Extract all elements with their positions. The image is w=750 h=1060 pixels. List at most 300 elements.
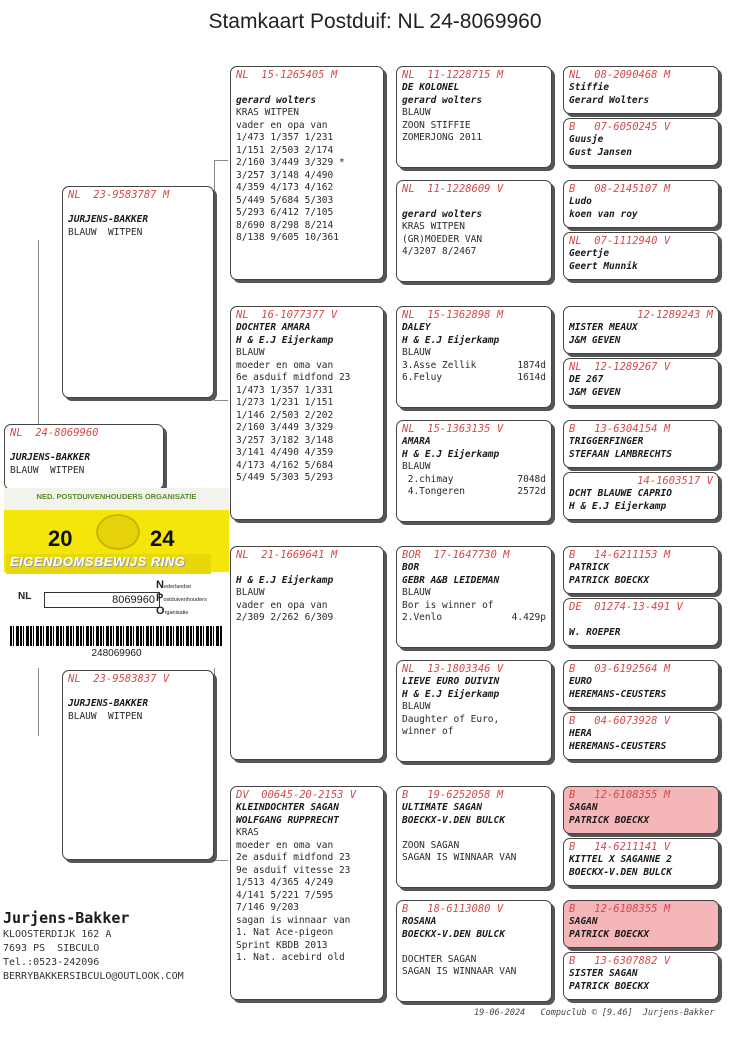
- pigeon-line-text: 7/146 9/203: [236, 902, 299, 913]
- pigeon-line: [569, 614, 713, 627]
- pigeon-line-text: H & E.J Eijerkamp: [402, 334, 500, 346]
- pigeon-line-text: KRAS WITPEN: [236, 107, 299, 118]
- pigeon-line: [569, 449, 713, 462]
- pigeon-line: JURJENS-BAKKER: [68, 214, 149, 225]
- owner-phone: Tel.:0523-242096: [3, 957, 100, 968]
- pigeon-line-text: J&M GEVEN: [569, 334, 621, 346]
- pigeon-line-text: KITTEL X SAGANNE 2: [569, 854, 672, 865]
- pigeon-line: [402, 221, 546, 234]
- pigeon-line-text: PATRICK BOECKX: [569, 814, 650, 826]
- pigeon-line-text: 1/273 1/231 1/151: [236, 397, 334, 408]
- pigeon-line: [236, 600, 378, 613]
- pigeon-line: [402, 486, 546, 499]
- pigeon-line: [236, 575, 378, 588]
- pigeon-line-text: gerard wolters: [402, 94, 483, 106]
- pigeon-line: [236, 562, 378, 575]
- race-points: 2572d: [517, 486, 546, 497]
- sticker-npo-line: ostduivenhouders: [163, 597, 207, 603]
- pigeon-card-ggg6[interactable]: [563, 358, 719, 406]
- pigeon-line: JURJENS-BAKKER: [68, 698, 149, 709]
- pigeon-line: [569, 575, 713, 588]
- owner-block: [3, 908, 233, 984]
- pigeon-line: [402, 461, 546, 474]
- footer-text: 19-06-2024 Compuclub © [9.46] Jurjens-Bakker: [474, 1008, 715, 1018]
- pigeon-line-text: ZOON SAGAN: [402, 839, 460, 851]
- pigeon-card-ggg13[interactable]: [563, 786, 719, 834]
- pigeon-line: [569, 147, 713, 160]
- pigeon-line-text: 3/257 3/182 3/148: [236, 434, 334, 446]
- pigeon-line: [569, 501, 713, 514]
- pigeon-line: [569, 488, 713, 501]
- pigeon-line-text: BOR: [402, 562, 420, 573]
- pigeon-line: [569, 676, 713, 689]
- pigeon-line: [236, 447, 378, 460]
- pigeon-line: [402, 95, 546, 108]
- pigeon-line: [236, 952, 378, 965]
- pigeon-line-text: GEBR A&B LEIDEMAN: [402, 574, 500, 586]
- pigeon-line: [236, 82, 378, 95]
- npo-logo-icon: [96, 514, 140, 550]
- pigeon-line-text: 1/151 2/503 2/174: [236, 144, 334, 156]
- pigeon-line: [236, 132, 378, 145]
- pigeon-line-text: gerard wolters: [402, 208, 483, 220]
- pigeon-line: [236, 360, 378, 373]
- sticker-npo-line: ederlandse: [163, 584, 192, 590]
- pigeon-card-ggg12[interactable]: [563, 712, 719, 760]
- ring-number: B 07-6050245 V: [569, 121, 671, 133]
- pigeon-card-ggg4[interactable]: [563, 232, 719, 280]
- ring-number: NL 15-1363135 V: [402, 423, 504, 435]
- pigeon-line-text: PATRICK: [569, 562, 610, 573]
- pigeon-line-text: 5/449 5/303 5/293: [236, 472, 334, 483]
- connector-line: [38, 240, 39, 424]
- pigeon-card-father[interactable]: [62, 186, 214, 398]
- pigeon-line: [402, 852, 546, 865]
- pigeon-line: [402, 612, 546, 625]
- pigeon-line-text: BLAUW: [402, 587, 431, 598]
- pigeon-card-gg2[interactable]: [396, 180, 552, 282]
- pigeon-line: [236, 195, 378, 208]
- pigeon-line: [236, 232, 378, 245]
- pigeon-line: [236, 422, 378, 435]
- connector-line: [214, 860, 228, 861]
- ring-number: NL 16-1077377 V: [236, 309, 338, 321]
- pigeon-line-text: vader en opa van: [236, 119, 328, 131]
- pigeon-line: [402, 676, 546, 689]
- pigeon-line: [569, 248, 713, 261]
- ring-number: B 18-6113080 V: [402, 903, 504, 915]
- pigeon-line-text: koen van roy: [569, 208, 638, 220]
- race-points: 7048d: [517, 473, 546, 485]
- pigeon-line-text: KLEINDOCHTER SAGAN: [236, 802, 339, 813]
- pigeon-line: [236, 372, 378, 385]
- pigeon-line-text: Gerard Wolters: [569, 94, 650, 106]
- pigeon-line: [236, 852, 378, 865]
- pigeon-line-text: Guusje: [569, 134, 604, 145]
- pigeon-line: [569, 261, 713, 274]
- ring-number: NL 15-1265405 M: [236, 69, 338, 81]
- pigeon-line: [402, 474, 546, 487]
- pigeon-card-ggg16[interactable]: [563, 952, 719, 1000]
- sticker-npo-text: Nederlandse Postduivenhouders Organisatie: [156, 579, 207, 617]
- pigeon-line: [236, 840, 378, 853]
- ring-number: NL 12-1289267 V: [569, 361, 671, 373]
- pigeon-line: [236, 815, 378, 828]
- pigeon-line: [569, 728, 713, 741]
- pigeon-line: [236, 460, 378, 473]
- ring-number: B 13-6307882 V: [569, 955, 671, 967]
- pigeon-line-text: W. ROEPER: [569, 626, 621, 638]
- pigeon-line-text: sagan is winnaar van: [236, 914, 351, 926]
- pigeon-line: [402, 82, 546, 95]
- sticker-year-left: 20: [48, 526, 73, 551]
- pigeon-line: [402, 966, 546, 979]
- pigeon-line-text: 5/449 5/684 5/303: [236, 194, 334, 206]
- pigeon-line-text: 2/160 3/449 3/329: [236, 422, 334, 433]
- pigeon-line-text: ZOMERJONG 2011: [402, 132, 483, 143]
- pigeon-line-text: vader en opa van: [236, 599, 328, 611]
- pigeon-line-text: BLAUW: [402, 107, 431, 118]
- pigeon-card-gg3[interactable]: [396, 306, 552, 408]
- pigeon-line: [236, 182, 378, 195]
- pigeon-line-text: 4/3207 8/2467: [402, 246, 477, 257]
- pigeon-line-text: 9e asduif vitesse 23: [236, 864, 351, 876]
- pigeon-line-text: PATRICK BOECKX: [569, 928, 650, 940]
- pigeon-line: [236, 207, 378, 220]
- sticker-label: EIGENDOMSBEWIJS RING: [6, 554, 211, 574]
- pigeon-line: [236, 587, 378, 600]
- pigeon-line-text: BLAUW: [236, 347, 265, 358]
- pigeon-line: [402, 840, 546, 853]
- pigeon-card-ggg11[interactable]: [563, 660, 719, 708]
- pigeon-line: [569, 867, 713, 880]
- pigeon-line: [236, 397, 378, 410]
- pigeon-line: [236, 802, 378, 815]
- pigeon-line: [569, 374, 713, 387]
- pigeon-line: [569, 929, 713, 942]
- pigeon-line: [569, 82, 713, 95]
- pigeon-line-text: DALEY: [402, 322, 431, 333]
- pigeon-card-gg1[interactable]: [396, 66, 552, 168]
- race-points: 1874d: [517, 359, 546, 371]
- pigeon-line: [236, 385, 378, 398]
- pigeon-line: [402, 827, 546, 840]
- sticker-year-right: 24: [150, 526, 175, 551]
- ring-number: B 03-6192564 M: [569, 663, 671, 675]
- pigeon-line-text: 2.Venlo: [402, 612, 443, 623]
- pigeon-line-text: H & E.J Eijerkamp: [236, 334, 334, 346]
- pigeon-line: JURJENS-BAKKER: [10, 452, 91, 463]
- pigeon-line: [569, 209, 713, 222]
- pigeon-line-text: 1/473 1/357 1/231: [236, 132, 334, 143]
- pigeon-line: BLAUW WITPEN: [68, 710, 143, 722]
- pigeon-card-gg5[interactable]: [396, 546, 552, 648]
- pigeon-line: [236, 902, 378, 915]
- pigeon-line: [569, 981, 713, 994]
- pigeon-line: [236, 827, 378, 840]
- pigeon-line: [236, 915, 378, 928]
- pigeon-line-text: BOECKX-V.DEN BULCK: [402, 814, 505, 826]
- pigeon-line-text: HERA: [569, 728, 592, 739]
- pigeon-line: [402, 689, 546, 702]
- pigeon-line-text: 4/141 5/221 7/595: [236, 889, 334, 901]
- pigeon-line: [402, 726, 546, 739]
- pigeon-line: [402, 562, 546, 575]
- pigeon-line-text: J&M GEVEN: [569, 386, 621, 398]
- pigeon-card-ggg9[interactable]: [563, 546, 719, 594]
- pigeon-line-text: AMARA: [402, 436, 431, 447]
- pigeon-line: [402, 600, 546, 613]
- ring-number: B 12-6108355 M: [569, 789, 671, 801]
- ring-number: NL 23-9583837 V: [68, 673, 170, 685]
- pigeon-card-ggg14[interactable]: [563, 838, 719, 886]
- sticker-country: NL: [18, 591, 32, 602]
- ring-number: NL 15-1362898 M: [402, 309, 504, 321]
- ring-number: NL 07-1112940 V: [569, 235, 671, 247]
- ring-number: NL 08-2090468 M: [569, 69, 671, 81]
- pigeon-line-text: 3/257 3/148 4/490: [236, 169, 334, 181]
- pigeon-card-ggg2[interactable]: [563, 118, 719, 166]
- pigeon-line: [236, 335, 378, 348]
- ring-number: NL 13-1803346 V: [402, 663, 504, 675]
- pigeon-line-text: 5/293 6/412 7/105: [236, 207, 334, 218]
- pigeon-line-text: KRAS WITPEN: [402, 221, 465, 232]
- pigeon-line: [569, 802, 713, 815]
- pigeon-line: [236, 472, 378, 485]
- pigeon-card-gg4[interactable]: [396, 420, 552, 522]
- pigeon-card-gg8[interactable]: [396, 900, 552, 1002]
- pigeon-line: [402, 234, 546, 247]
- pigeon-line-text: H & E.J Eijerkamp: [236, 574, 334, 586]
- pigeon-card-gg6[interactable]: [396, 660, 552, 762]
- pigeon-line-text: WOLFGANG RUPPRECHT: [236, 814, 339, 826]
- sticker-org-name: NED. POSTDUIVENHOUDERS ORGANISATIE: [36, 492, 197, 501]
- pigeon-line: [402, 929, 546, 942]
- connector-line: [214, 160, 215, 400]
- owner-email: BERRYBAKKERSIBCULO@OUTLOOK.COM: [3, 971, 184, 982]
- pigeon-line-text: 2e asduif midfond 23: [236, 852, 351, 863]
- pigeon-line-text: ULTIMATE SAGAN: [402, 802, 483, 813]
- pigeon-line-text: 2.chimay: [402, 473, 454, 485]
- pigeon-line: [402, 436, 546, 449]
- pigeon-card-g2[interactable]: [230, 306, 384, 520]
- pigeon-card-subject[interactable]: [4, 424, 164, 490]
- pigeon-line-text: Geert Munnik: [569, 260, 638, 272]
- pigeon-line-text: SAGAN IS WINNAAR VAN: [402, 852, 517, 863]
- pigeon-line-text: moeder en oma van: [236, 839, 334, 851]
- pigeon-line-text: DOCHTER AMARA: [236, 322, 311, 333]
- ring-number: NL 11-1228609 V: [402, 183, 504, 195]
- pigeon-line-text: DE KOLONEL: [402, 82, 460, 93]
- pigeon-line-text: DCHT BLAUWE CAPRIO: [569, 488, 672, 499]
- pigeon-line-text: 1. Nat Ace-pigeon: [236, 927, 334, 938]
- pigeon-line-text: ZOON STIFFIE: [402, 119, 471, 131]
- pigeon-line-text: SAGAN: [569, 916, 598, 927]
- pigeon-line-text: moeder en oma van: [236, 359, 334, 371]
- ring-number: NL 23-9583787 M: [68, 189, 170, 201]
- barcode-number: 248069960: [91, 648, 142, 659]
- pigeon-line-text: PATRICK BOECKX: [569, 574, 650, 586]
- pigeon-line-text: Daughter of Euro,: [402, 713, 500, 725]
- pigeon-line: [402, 209, 546, 222]
- sticker-ring-number: 8069960: [44, 592, 160, 608]
- pigeon-line: [236, 170, 378, 183]
- connector-line: [38, 666, 39, 736]
- pigeon-line-text: BLAUW: [402, 461, 431, 472]
- pigeon-line: [402, 322, 546, 335]
- pigeon-line: [402, 107, 546, 120]
- pigeon-line-text: BLAUW: [402, 347, 431, 358]
- pigeon-line-text: KRAS: [236, 827, 259, 838]
- pigeon-line-text: 1. Nat. acebird old: [236, 952, 345, 963]
- pigeon-line: [402, 802, 546, 815]
- pigeon-line: BLAUW WITPEN: [68, 226, 143, 238]
- pigeon-line: [569, 627, 713, 640]
- pigeon-line-text: 8/138 9/605 10/361: [236, 232, 339, 243]
- ring-number: NL 11-1228715 M: [402, 69, 504, 81]
- pigeon-card-mother[interactable]: [62, 670, 214, 860]
- ring-number: B 14-6211153 M: [569, 549, 671, 561]
- ring-number: B 19-6252058 M: [402, 789, 504, 801]
- pigeon-line: [236, 347, 378, 360]
- pigeon-card-g4[interactable]: [230, 786, 384, 1000]
- pigeon-line: [402, 701, 546, 714]
- pigeon-line: [569, 436, 713, 449]
- pigeon-line-text: 1/146 2/503 2/202: [236, 409, 334, 421]
- page-title: Stamkaart Postduif: NL 24-8069960: [208, 10, 542, 33]
- pigeon-line-text: SAGAN: [569, 802, 598, 813]
- pigeon-card-ggg7[interactable]: [563, 420, 719, 468]
- pigeon-line-text: 4.Tongeren: [402, 486, 465, 497]
- pigeon-line: [402, 246, 546, 259]
- pigeon-line-text: winner of: [402, 726, 454, 737]
- ring-number: B 14-6211141 V: [569, 841, 671, 853]
- pigeon-line-text: ROSANA: [402, 916, 437, 927]
- pigeon-line: [402, 347, 546, 360]
- pigeon-line: [236, 940, 378, 953]
- pigeon-line: [236, 877, 378, 890]
- ring-number: BOR 17-1647730 M: [402, 549, 510, 561]
- pigeon-line: [236, 220, 378, 233]
- barcode: [10, 626, 222, 646]
- pigeon-card-ggg1[interactable]: [563, 66, 719, 114]
- pigeon-line: [569, 196, 713, 209]
- pigeon-line: [402, 587, 546, 600]
- ring-number: NL 21-1669641 M: [236, 549, 338, 561]
- sticker-npo-line: rganisatie: [164, 610, 189, 616]
- pigeon-line-text: SAGAN IS WINNAAR VAN: [402, 966, 517, 977]
- pigeon-line: [402, 941, 546, 954]
- pigeon-line: [569, 134, 713, 147]
- pigeon-line-text: PATRICK BOECKX: [569, 980, 650, 992]
- pigeon-line: [236, 107, 378, 120]
- connector-line: [214, 400, 228, 401]
- ring-number: B 13-6304154 M: [569, 423, 671, 435]
- pigeon-line: [402, 916, 546, 929]
- pigeon-line-text: Stiffie: [569, 82, 610, 93]
- pigeon-line-text: HEREMANS-CEUSTERS: [569, 688, 667, 700]
- pigeon-line: [569, 562, 713, 575]
- pigeon-line-text: 4/359 4/173 4/162: [236, 182, 334, 193]
- ring-number: 14-1603517 V: [637, 475, 713, 487]
- pigeon-line-text: 1/473 1/357 1/331: [236, 384, 334, 396]
- pigeon-line-text: H & E.J Eijerkamp: [402, 448, 500, 460]
- pigeon-line-text: HEREMANS-CEUSTERS: [569, 740, 667, 752]
- pigeon-line: [236, 612, 378, 625]
- pigeon-card-ggg5[interactable]: [563, 306, 719, 354]
- connector-line: [214, 160, 228, 161]
- pigeon-line: [402, 335, 546, 348]
- pigeon-line: [402, 120, 546, 133]
- pigeon-line: [569, 387, 713, 400]
- pigeon-card-g3[interactable]: [230, 546, 384, 760]
- pigeon-line-text: BLAUW: [236, 587, 265, 598]
- pigeon-line: [402, 196, 546, 209]
- pigeon-line: [402, 449, 546, 462]
- pigeon-card-ggg3[interactable]: [563, 180, 719, 228]
- pigeon-line-text: 2/160 3/449 3/329 *: [236, 157, 345, 168]
- pigeon-line: [236, 95, 378, 108]
- pigeon-line-text: DOCHTER SAGAN: [402, 953, 477, 965]
- race-points: 4.429p: [511, 612, 546, 623]
- ring-number: B 04-6073928 V: [569, 715, 671, 727]
- pigeon-line: [236, 865, 378, 878]
- pigeon-line: [402, 575, 546, 588]
- pigeon-line: [569, 741, 713, 754]
- pigeon-line-text: 2/309 2/262 6/309: [236, 612, 334, 623]
- pigeon-line: [569, 335, 713, 348]
- pigeon-line-text: DE 267: [569, 374, 604, 385]
- pigeon-line-text: (GR)MOEDER VAN: [402, 233, 483, 245]
- pigeon-line: [569, 322, 713, 335]
- pigeon-line: [236, 435, 378, 448]
- ring-number: B 12-6108355 M: [569, 903, 671, 915]
- pigeon-line: [569, 854, 713, 867]
- pigeon-line-text: LIEVE EURO DUIVIN: [402, 676, 500, 687]
- pigeon-line: [402, 360, 546, 373]
- ownership-certificate-sticker: [4, 488, 229, 668]
- pigeon-line: [236, 322, 378, 335]
- pigeon-line-text: SISTER SAGAN: [569, 968, 638, 979]
- pigeon-line-text: STEFAAN LAMBRECHTS: [569, 448, 672, 460]
- pigeon-card-g1[interactable]: [230, 66, 384, 280]
- owner-address: KLOOSTERDIJK 162 A: [3, 929, 112, 940]
- pigeon-line: [402, 372, 546, 385]
- pigeon-line-text: BOECKX-V.DEN BULCK: [402, 928, 505, 940]
- pigeon-line-text: 1/513 4/365 4/249: [236, 877, 334, 888]
- pigeon-line-text: 8/690 8/298 8/214: [236, 219, 334, 231]
- pigeon-line: [569, 815, 713, 828]
- pigeon-line-text: Ludo: [569, 196, 592, 207]
- pigeon-line: [569, 916, 713, 929]
- pigeon-line: [569, 95, 713, 108]
- pigeon-line: [402, 815, 546, 828]
- owner-postcode: 7693 PS SIBCULO: [3, 943, 100, 954]
- pigeon-line: [402, 132, 546, 145]
- pigeon-card-ggg8[interactable]: [563, 472, 719, 520]
- ring-number: NL 24-8069960: [10, 427, 99, 439]
- owner-name: Jurjens-Bakker: [3, 909, 130, 927]
- pigeon-line-text: Sprint KBDB 2013: [236, 939, 328, 951]
- pigeon-card-ggg15[interactable]: [563, 900, 719, 948]
- pigeon-line: [236, 145, 378, 158]
- pigeon-card-ggg10[interactable]: [563, 598, 719, 646]
- pigeon-line-text: 3.Asse Zellik: [402, 359, 477, 371]
- pigeon-line-text: H & E.J Eijerkamp: [402, 688, 500, 700]
- pigeon-line-text: Geertje: [569, 248, 610, 259]
- pigeon-line-text: Gust Jansen: [569, 146, 632, 158]
- pigeon-card-gg7[interactable]: [396, 786, 552, 888]
